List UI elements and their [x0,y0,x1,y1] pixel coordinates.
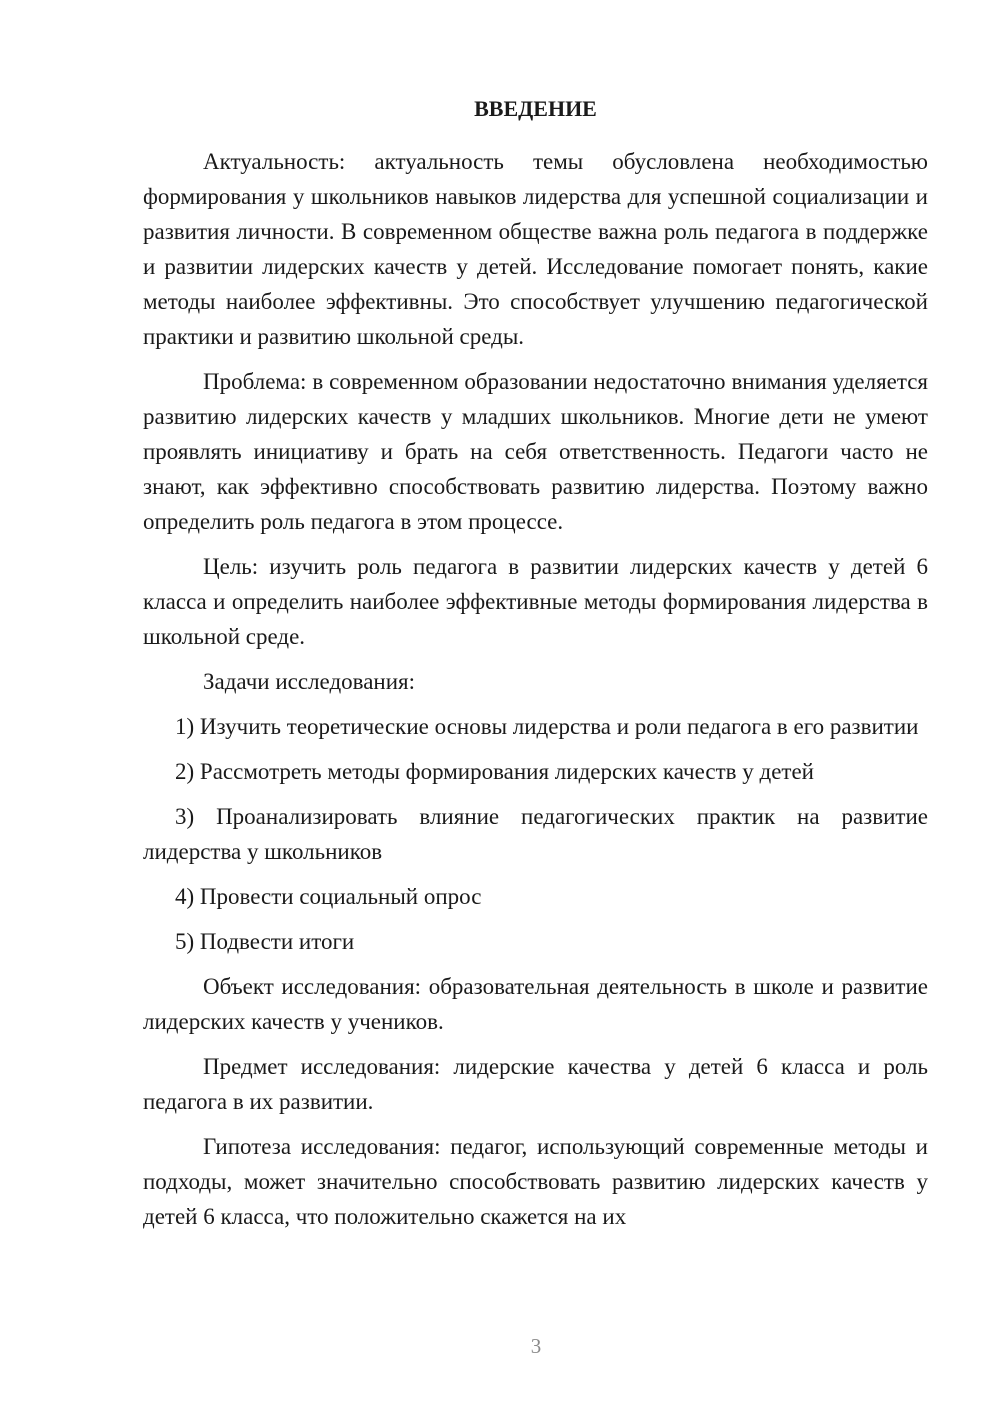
object-paragraph: Объект исследования: образовательная деятельность в школе и развитие лидерских качеств у учеников. [143,974,928,1034]
task-item-3: 3) Проанализировать влияние педагогических практик на развитие лидерства у школьников [143,804,928,864]
subject-paragraph: Предмет исследования: лидерские качества у детей 6 класса и роль педагога в их развитии. [143,1054,928,1114]
tasks-heading: Задачи исследования: [203,669,416,694]
task-item-5: 5) Подвести итоги [175,929,355,954]
hypothesis-paragraph: Гипотеза исследования: педагог, использующий современные методы и подходы, может значительно способствовать развитию лидерских качеств у детей 6 класса, что положительно скажется на их [143,1134,928,1229]
task-item-2: 2) Рассмотреть методы формирования лидерских качеств у детей [175,759,814,784]
task-item-1: 1) Изучить теоретические основы лидерства и роли педагога в его развитии [175,714,919,739]
document-page [143,94,928,1244]
problem-paragraph: Проблема: в современном образовании недостаточно внимания уделяется развитию лидерских качеств у младших школьников. Многие дети не умеют проявлять инициативу и брать на себя ответственность. Педагоги часто не знают, как эффективно способствовать развитию лидерства. Поэтому важно определить роль педагога в этом процессе. [143,369,928,534]
goal-paragraph: Цель: изучить роль педагога в развитии лидерских качеств у детей 6 класса и определить наиболее эффективные методы формирования лидерства в школьной среде. [143,554,928,649]
task-item-4: 4) Провести социальный опрос [175,884,482,909]
page-number: 3 [530,1334,542,1358]
relevance-paragraph: Актуальность: актуальность темы обусловлена необходимостью формирования у школьников навыков лидерства для успешной социализации и развития личности. В современном обществе важна роль педагога в поддержке и развитии лидерских качеств у детей. Исследование помогает понять, какие методы наиболее эффективны. Это способствует улучшению педагогической практики и развитию школьной среды. [143,149,928,349]
page-title: ВВЕДЕНИЕ [474,96,597,121]
